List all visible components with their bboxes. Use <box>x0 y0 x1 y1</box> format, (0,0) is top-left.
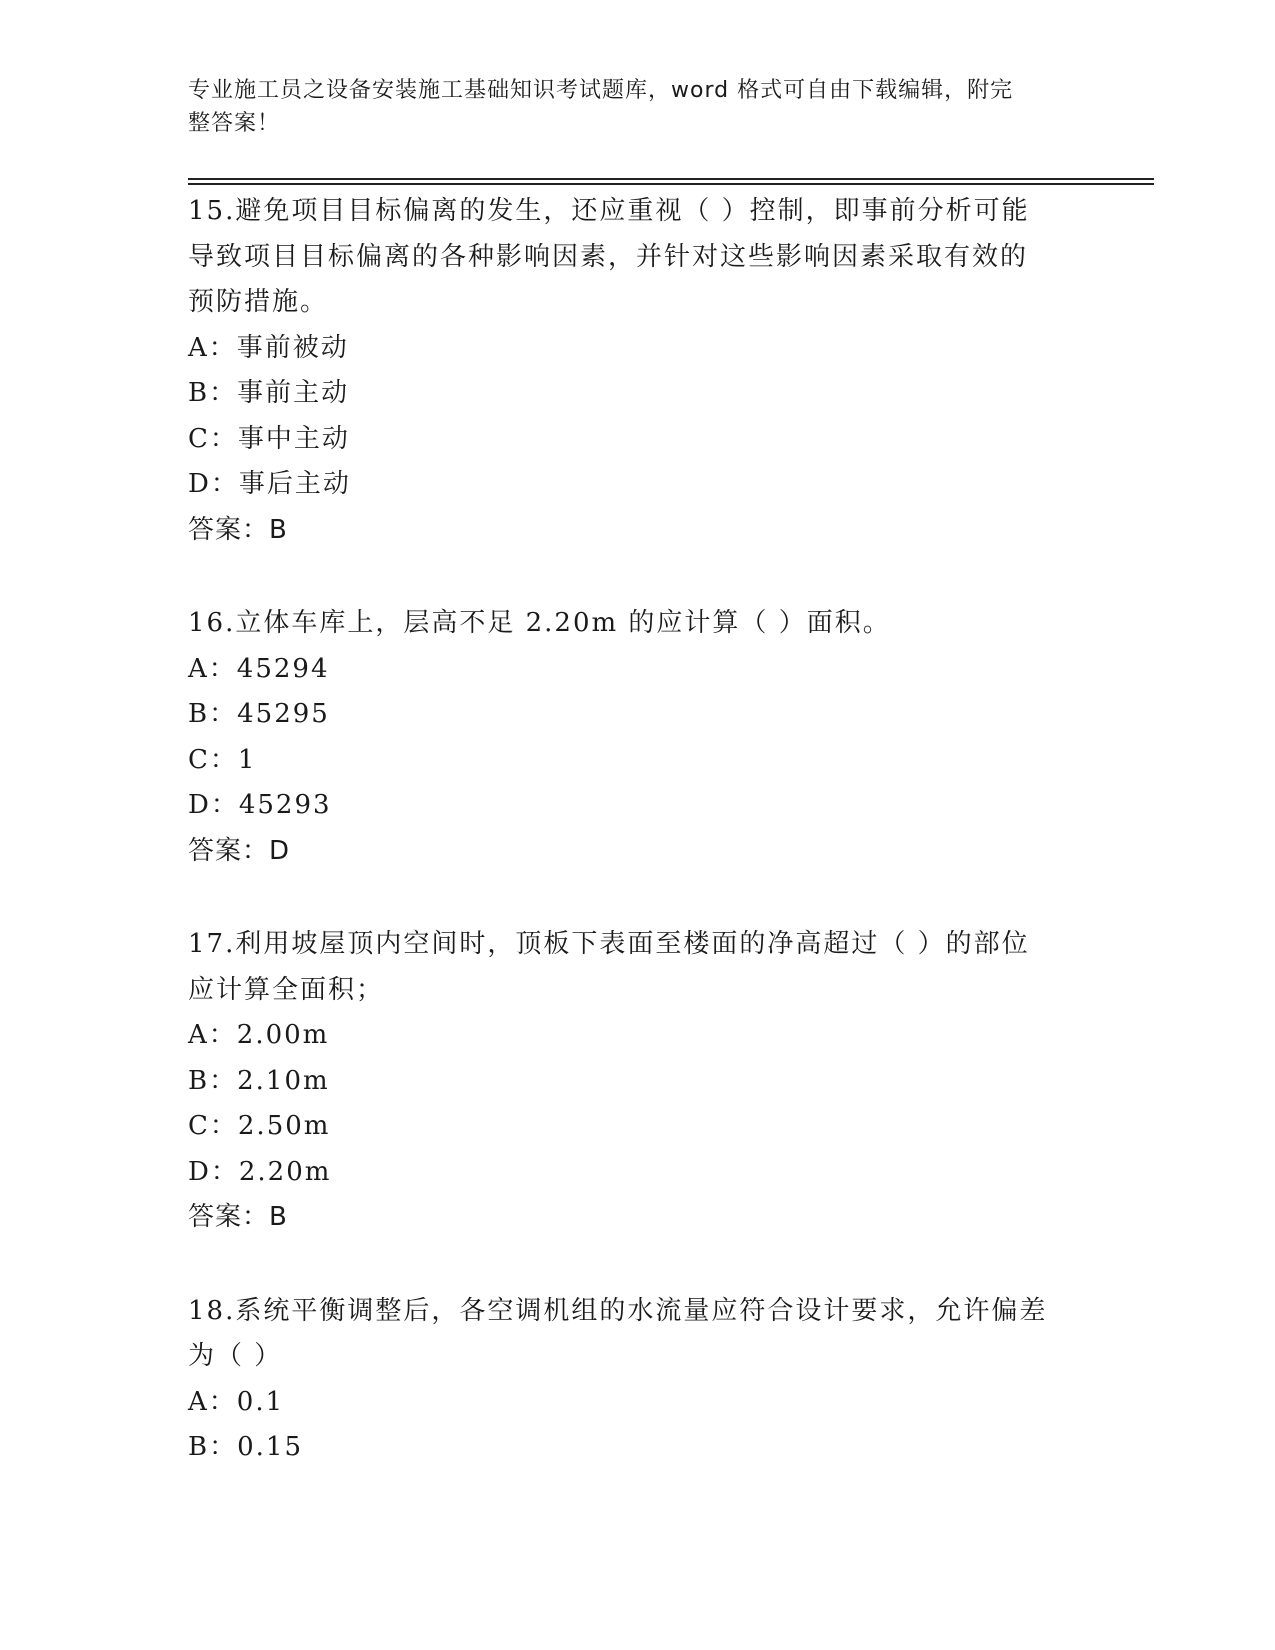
option-c: C：事中主动 <box>188 423 350 454</box>
question-stem-line: 应计算全面积； <box>188 974 385 1005</box>
answer-line: 答案：B <box>188 1202 288 1232</box>
question-stem-line: 18.系统平衡调整后，各空调机组的水流量应符合设计要求，允许偏差 <box>188 1295 1048 1326</box>
option-a: A：事前被动 <box>188 332 349 363</box>
option-a: A：45294 <box>188 653 330 684</box>
question-15 <box>188 189 1068 553</box>
answer-line: 答案：D <box>188 835 291 866</box>
question-stem-line: 17.利用坡屋顶内空间时，顶板下表面至楼面的净高超过（ ）的部位 <box>188 929 1030 959</box>
question-stem-line: 16.立体车库上，层高不足 2.20m 的应计算（ ）面积。 <box>188 608 891 638</box>
question-spacer <box>188 553 1068 601</box>
option-a: A：2.00m <box>188 1020 330 1050</box>
option-b: B：事前主动 <box>188 378 350 408</box>
question-spacer <box>188 1241 1068 1289</box>
option-d: D：45293 <box>188 790 332 820</box>
option-b: B：2.10m <box>188 1065 330 1096</box>
option-d: D：2.20m <box>188 1156 332 1187</box>
answer-line: 答案：B <box>188 514 288 545</box>
option-c: C：2.50m <box>188 1111 331 1141</box>
question-stem-line: 导致项目目标偏离的各种影响因素，并针对这些影响因素采取有效的 <box>188 241 1029 272</box>
option-b: B：45295 <box>188 699 330 729</box>
document-header <box>188 74 1068 140</box>
option-d: D：事后主动 <box>188 469 351 499</box>
option-c: C：1 <box>188 744 257 775</box>
question-16 <box>188 601 1068 874</box>
header-line-1: 专业施工员之设备安装施工基础知识考试题库，word 格式可自由下载编辑，附完 <box>188 78 1014 103</box>
question-17 <box>188 922 1068 1241</box>
question-stem-line: 15.避免项目目标偏离的发生，还应重视（ ）控制，即事前分析可能 <box>188 196 1030 226</box>
question-spacer <box>188 874 1068 922</box>
question-stem-line: 预防措施。 <box>188 287 329 317</box>
question-stem-line: 为（ ） <box>188 1341 283 1371</box>
option-b: B：0.15 <box>188 1432 303 1462</box>
option-a: A：0.1 <box>188 1386 285 1417</box>
header-divider-top <box>188 178 1154 180</box>
header-divider-bottom <box>188 183 1154 185</box>
question-18 <box>188 1289 1068 1471</box>
header-line-2: 整答案！ <box>188 111 281 136</box>
question-list <box>188 189 1068 1471</box>
